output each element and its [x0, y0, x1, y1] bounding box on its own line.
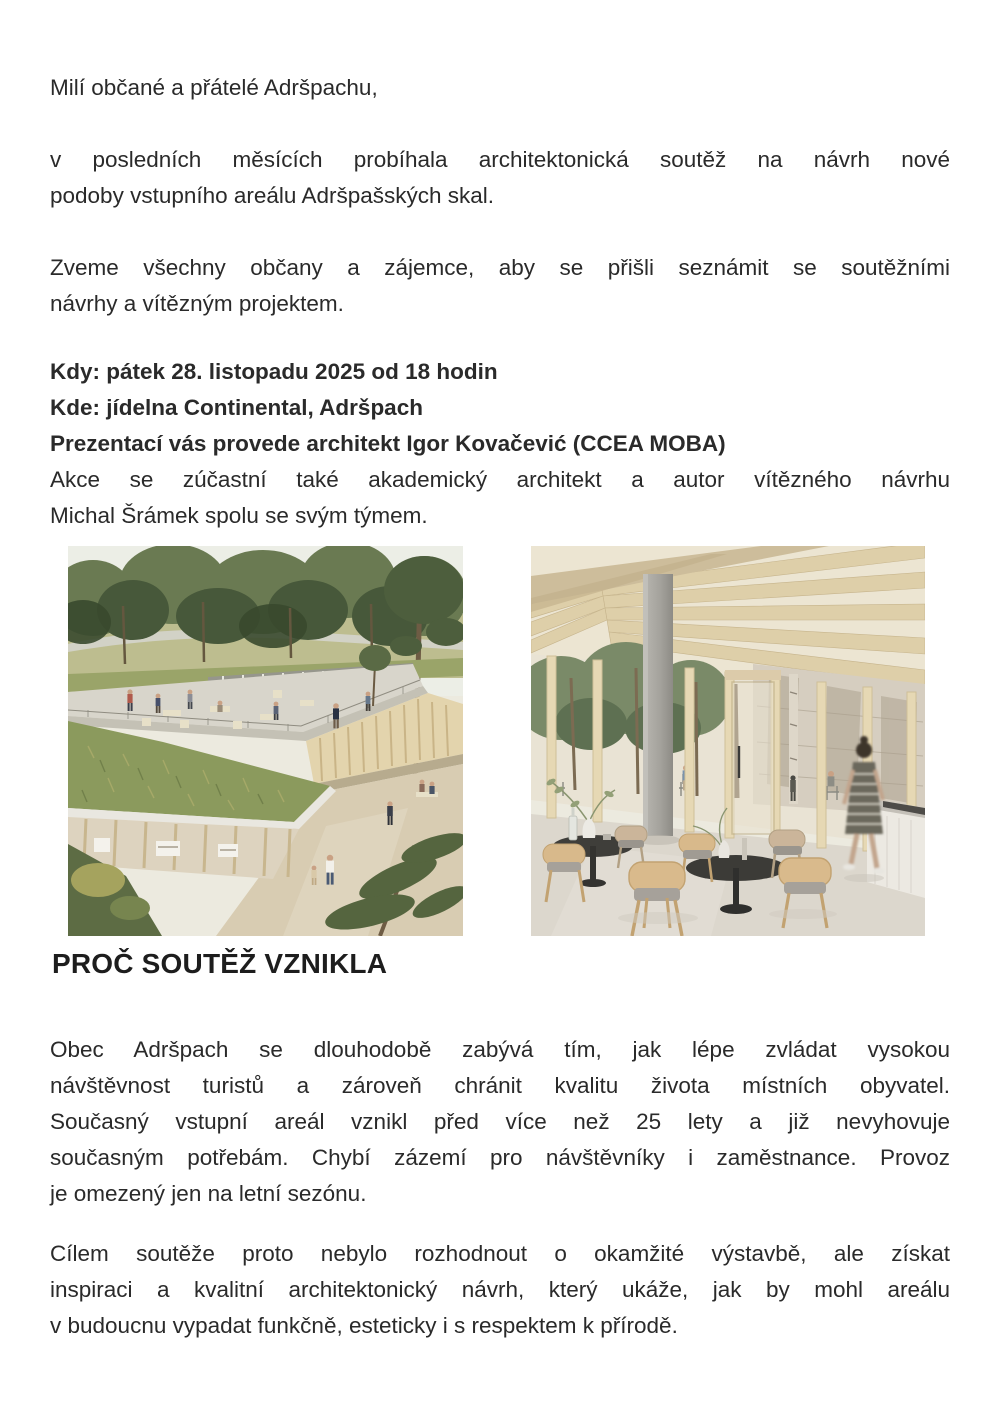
text-line: v budoucnu vypadat funkčně, esteticky i s respektem k přírodě.: [50, 1313, 678, 1338]
exterior-rendering-image: [68, 546, 463, 936]
text-line: inspiraci a kvalitní architektonický návrh, který ukáže, jak by mohl areálu: [50, 1277, 950, 1302]
section-heading: PROČ SOUTĚŽ VZNIKLA: [52, 948, 388, 979]
attendees-paragraph: [50, 462, 950, 534]
event-where-line: Kde: jídelna Continental, Adršpach: [50, 395, 423, 420]
text-line: Cílem soutěže proto nebylo rozhodnout o okamžité výstavbě, ale získat: [50, 1241, 950, 1266]
text-line: Michal Šrámek spolu se svým týmem.: [50, 503, 428, 528]
event-when-line: Kdy: pátek 28. listopadu 2025 od 18 hodin: [50, 359, 498, 384]
text-line: Milí občané a přátelé Adršpachu,: [50, 75, 378, 100]
goal-paragraph: [50, 1236, 950, 1344]
intro-paragraph: [50, 142, 950, 214]
exterior-rendering-graphic: [68, 546, 463, 936]
text-line: návrhy a vítězným projektem.: [50, 291, 344, 316]
text-line: Zveme všechny občany a zájemce, aby se přišli seznámit se soutěžními: [50, 255, 950, 280]
text-line: návštěvnost turistů a zároveň chránit kvalitu života místních obyvatel.: [50, 1073, 950, 1098]
interior-rendering-image: [531, 546, 925, 936]
why-paragraph: [50, 1032, 950, 1212]
text-line: je omezený jen na letní sezónu.: [50, 1181, 367, 1206]
text-line: Obec Adršpach se dlouhodobě zabývá tím, jak lépe zvládat vysokou: [50, 1037, 950, 1062]
text-line: v posledních měsících probíhala architektonická soutěž na návrh nové: [50, 147, 950, 172]
salutation-text: [50, 70, 950, 106]
text-line: podoby vstupního areálu Adršpašských skal.: [50, 183, 495, 208]
text-line: Akce se zúčastní také akademický architekt a autor vítězného návrhu: [50, 467, 950, 492]
text-line: současným potřebám. Chybí zázemí pro návštěvníky i zaměstnance. Provoz: [50, 1145, 950, 1170]
text-line: Současný vstupní areál vznikl před více než 25 lety a již nevyhovuje: [50, 1109, 950, 1134]
event-presenter-line: Prezentací vás provede architekt Igor Kovačević (CCEA MOBA): [50, 431, 726, 456]
interior-rendering-graphic: [531, 546, 925, 936]
event-details: [50, 354, 950, 462]
invite-paragraph: [50, 250, 950, 322]
